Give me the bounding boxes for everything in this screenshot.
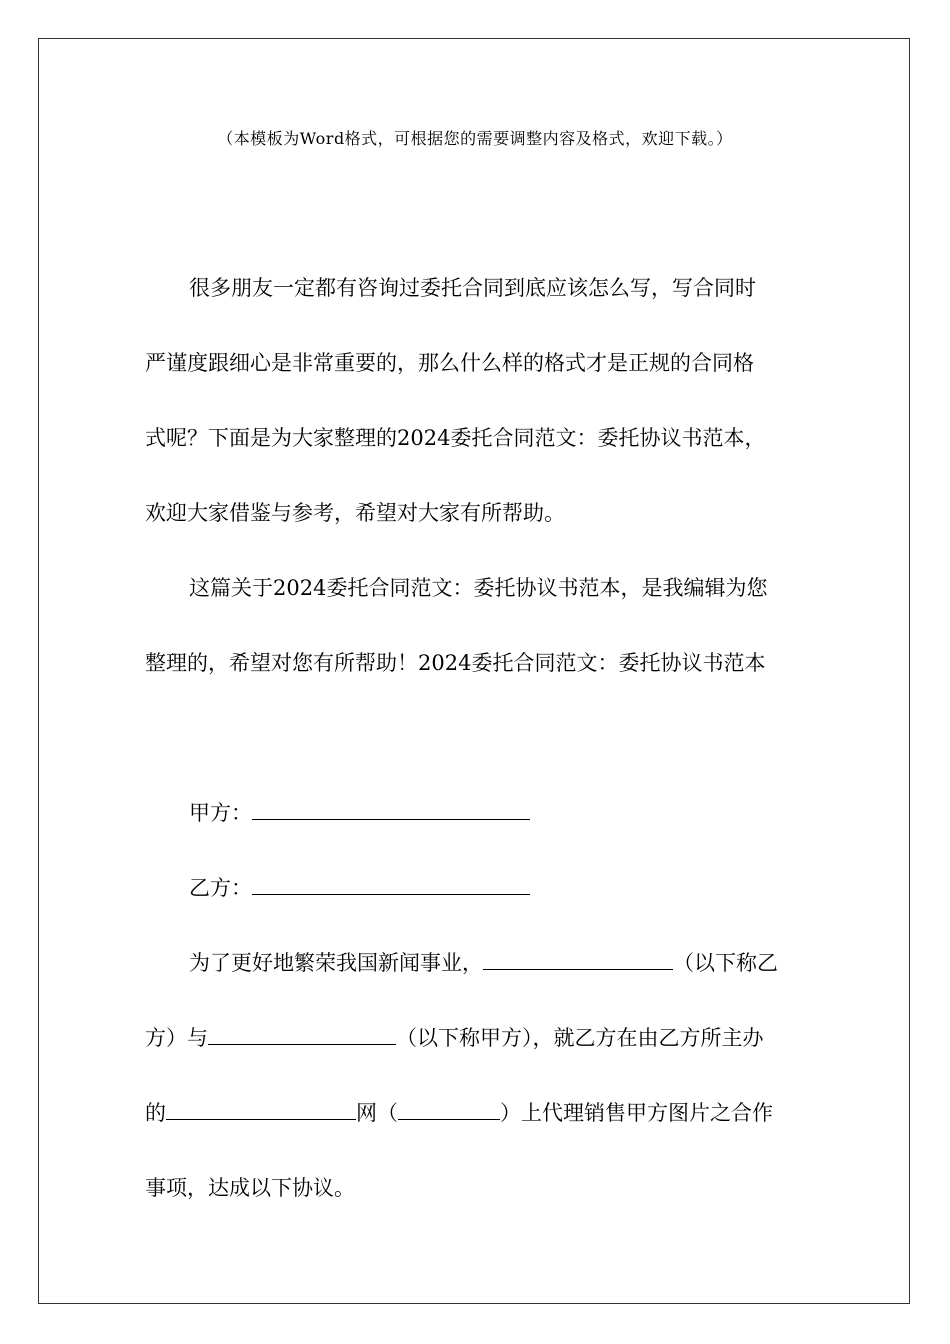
party-a-row bbox=[189, 799, 530, 827]
intro-line-2: 严谨度跟细心是非常重要的，那么什么样的格式才是正规的合同格 bbox=[145, 351, 754, 375]
party-b-label: 乙方： bbox=[189, 876, 252, 900]
para3-line-2 bbox=[145, 1024, 764, 1052]
para2-line-2: 整理的，希望对您有所帮助！2024委托合同范文：委托协议书范本 bbox=[145, 651, 766, 675]
para2-line-1: 这篇关于2024委托合同范文：委托协议书范本，是我编辑为您 bbox=[189, 576, 768, 600]
intro-line-3: 式呢？下面是为大家整理的2024委托合同范文：委托协议书范本， bbox=[145, 426, 766, 450]
para3-line-3 bbox=[145, 1099, 773, 1127]
party-a-label: 甲方： bbox=[189, 801, 252, 825]
intro-line-4: 欢迎大家借鉴与参考，希望对大家有所帮助。 bbox=[145, 501, 565, 525]
party-b-row bbox=[189, 874, 530, 902]
para3-line-1-tail: （以下称乙 bbox=[673, 951, 778, 975]
para3-line-2-head: 方）与 bbox=[145, 1026, 208, 1050]
template-note: （本模板为Word格式，可根据您的需要调整内容及格式，欢迎下载。） bbox=[217, 129, 733, 148]
para3-line-3-mid: 网（ bbox=[356, 1101, 398, 1125]
website-name-blank bbox=[166, 1099, 356, 1120]
para3-line-3-head: 的 bbox=[145, 1101, 166, 1125]
para3-line-3-tail: ）上代理销售甲方图片之合作 bbox=[500, 1101, 773, 1125]
intro-line-1: 很多朋友一定都有咨询过委托合同到底应该怎么写，写合同时 bbox=[189, 276, 756, 300]
party-a-blank bbox=[252, 799, 530, 820]
party-b-blank bbox=[252, 874, 530, 895]
para3-line-2-tail: （以下称甲方），就乙方在由乙方所主办 bbox=[396, 1026, 764, 1050]
para3-line-1-text: 为了更好地繁荣我国新闻事业， bbox=[189, 951, 483, 975]
website-url-blank bbox=[398, 1099, 500, 1120]
party-b-name-blank bbox=[483, 949, 673, 970]
para3-line-1 bbox=[189, 949, 778, 977]
para3-line-4: 事项，达成以下协议。 bbox=[145, 1176, 355, 1200]
party-a-name-blank bbox=[208, 1024, 396, 1045]
